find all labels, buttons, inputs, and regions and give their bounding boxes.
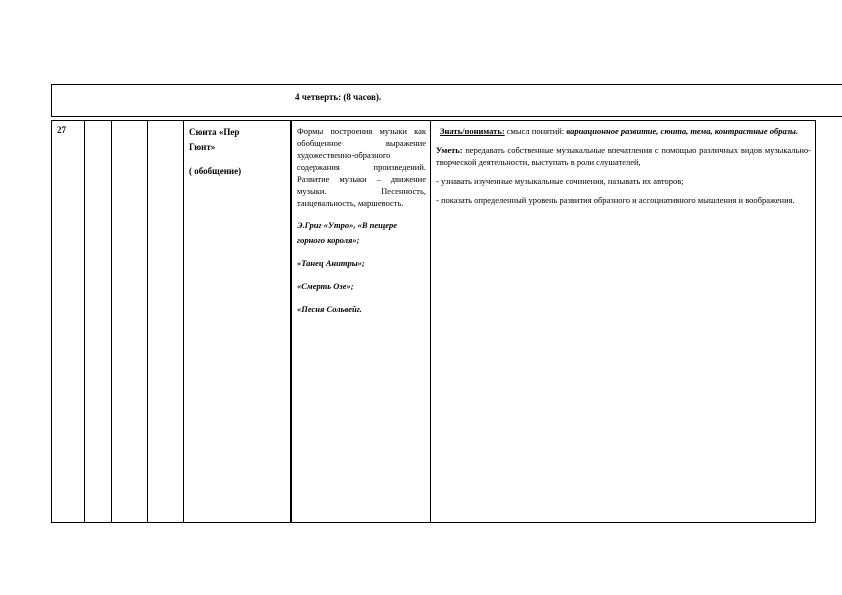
cell-requirements [430, 121, 816, 522]
lesson-number: 27 [57, 125, 66, 135]
cell-content [290, 121, 430, 522]
work-item: «Песня Сольвейг. [297, 304, 362, 314]
lesson-requirements [436, 125, 811, 213]
can-paragraph [436, 144, 811, 168]
content-description: Формы построения музыки как обобщенное выражение художественно-образного содержания произведений. Развитие музыки – движение музыки. Песенность, танцевальность, маршевость. [297, 126, 426, 208]
cell-date-1 [84, 121, 111, 522]
quarter-header-row [51, 84, 842, 117]
quarter-title: 4 четверть: (8 часов). [295, 92, 382, 102]
skill-item: - узнавать изученные музыкальные сочинения, называть их авторов; [436, 176, 684, 186]
cell-date-2 [111, 121, 147, 522]
lesson-row [51, 120, 816, 523]
skill-item: - показать определенный уровень развития образного и ассоциативного мышления и воображения. [436, 195, 795, 205]
cell-topic [183, 121, 290, 522]
work-item: «Смерть Озе»; [297, 281, 354, 291]
know-text: смысл понятий: [504, 126, 567, 136]
know-label: Знать/понимать: [440, 126, 505, 136]
can-text: передавать собственные музыкальные впечатления с помощью различных видов музыкально-творческой деятельности, выступать в роли слушателей, [436, 145, 811, 167]
work-item: «Танец Анитры»; [297, 258, 365, 268]
know-paragraph [436, 125, 811, 137]
works-intro: Э.Григ «Утро», «В пещере горного короля»; [297, 220, 397, 245]
can-label: Уметь: [436, 145, 463, 155]
topic-line-3: ( обобщение) [189, 166, 242, 176]
topic-line-2: Гюнт» [189, 142, 216, 152]
lesson-content [297, 125, 426, 317]
topic-line-1: Сюита «Пер [189, 127, 240, 137]
cell-date-3 [147, 121, 183, 522]
cell-number [51, 121, 84, 522]
lesson-topic [189, 125, 284, 179]
know-terms: вариационное развитие, сюита, тема, контрастные образы. [566, 126, 799, 136]
